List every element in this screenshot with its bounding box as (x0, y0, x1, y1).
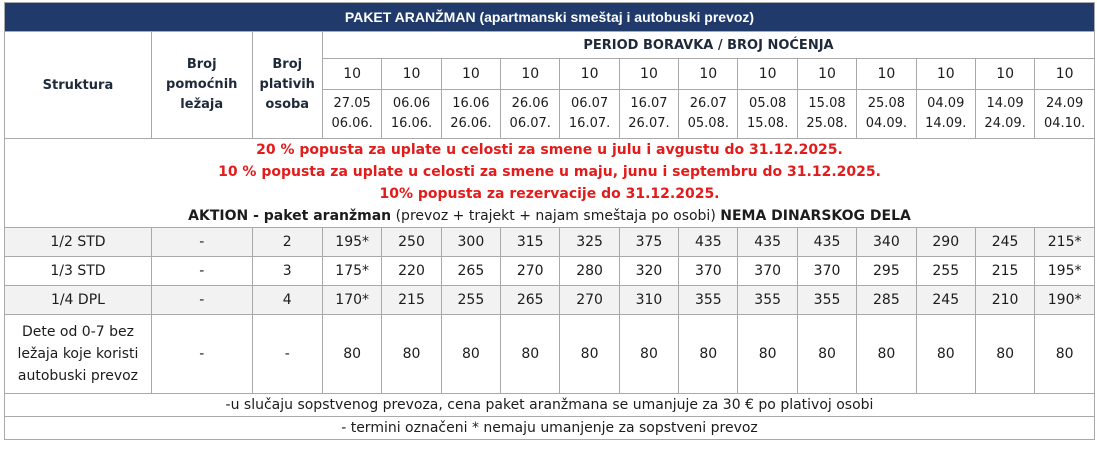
nights-cell: 10 (501, 59, 560, 90)
promo-line-2: 10 % popusta za uplate u celosti za smene u maju, junu i septembru do 31.12.2025. (218, 164, 881, 180)
date-to: 26.06. (450, 116, 492, 131)
price-cell: 355 (679, 286, 738, 315)
nights-cell: 10 (560, 59, 619, 90)
header-extra-beds: Broj pomoćnih ležaja (151, 32, 252, 139)
price-cell: 370 (797, 257, 856, 286)
date-to: 15.08. (746, 116, 789, 131)
price-cell: 370 (738, 257, 797, 286)
date-to: 26.07. (628, 116, 670, 131)
date-to: 06.07. (509, 116, 551, 131)
extra-beds-cell: - (151, 257, 252, 286)
paying-persons-cell: 2 (252, 228, 322, 257)
child-row (5, 315, 1095, 394)
header-period: PERIOD BORAVKA / BROJ NOĆENJA (322, 32, 1094, 59)
child-price-cell: 80 (441, 315, 500, 394)
price-cell: 215* (1035, 228, 1095, 257)
promo-line-3: 10% popusta za rezervacije do 31.12.2025. (379, 186, 720, 202)
structure-cell: 1/2 STD (5, 228, 152, 257)
child-price-cell: 80 (916, 315, 975, 394)
child-price-cell: 80 (322, 315, 381, 394)
nights-cell: 10 (322, 59, 381, 90)
nights-cell: 10 (916, 59, 975, 90)
aktion-line: AKTION - paket aranžman (prevoz + trajekt + najam smeštaja po osobi) NEMA DINARSKOG DELA (188, 208, 911, 224)
date-range-cell (679, 90, 738, 139)
promo-notes (5, 139, 1095, 228)
price-cell: 315 (501, 228, 560, 257)
date-range-cell (619, 90, 678, 139)
price-cell: 245 (975, 228, 1034, 257)
date-from: 15.08 (808, 96, 846, 111)
date-to: 04.09. (865, 116, 908, 131)
price-cell: 285 (857, 286, 916, 315)
child-price-cell: 80 (501, 315, 560, 394)
date-range-cell (738, 90, 797, 139)
table-row (5, 228, 1095, 257)
price-cell: 265 (501, 286, 560, 315)
extra-beds-cell: - (151, 286, 252, 315)
child-price-cell: 80 (975, 315, 1034, 394)
date-to: 04.10. (1043, 116, 1086, 131)
price-cell: 195* (1035, 257, 1095, 286)
price-cell: 255 (916, 257, 975, 286)
price-cell: 255 (441, 286, 500, 315)
price-cell: 435 (797, 228, 856, 257)
child-price-cell: 80 (1035, 315, 1095, 394)
price-cell: 310 (619, 286, 678, 315)
child-price-cell: 80 (679, 315, 738, 394)
child-price-cell: 80 (382, 315, 441, 394)
date-from: 16.07 (630, 96, 668, 111)
price-cell: 355 (797, 286, 856, 315)
nights-cell: 10 (857, 59, 916, 90)
price-cell: 290 (916, 228, 975, 257)
nights-cell: 10 (679, 59, 738, 90)
date-to: 16.07. (568, 116, 611, 131)
price-cell: 320 (619, 257, 678, 286)
child-extra-beds: - (151, 315, 252, 394)
child-price-cell: 80 (857, 315, 916, 394)
date-from: 05.08 (749, 96, 787, 111)
date-from: 14.09 (986, 96, 1024, 111)
date-from: 24.09 (1046, 96, 1084, 111)
price-cell: 325 (560, 228, 619, 257)
child-price-cell: 80 (560, 315, 619, 394)
date-range-cell (322, 90, 381, 139)
child-price-cell: 80 (738, 315, 797, 394)
date-from: 06.06 (392, 96, 431, 111)
price-cell: 210 (975, 286, 1034, 315)
nights-cell: 10 (382, 59, 441, 90)
nights-cell: 10 (1035, 59, 1095, 90)
header-struktura: Struktura (5, 32, 152, 139)
paying-persons-cell: 4 (252, 286, 322, 315)
date-from: 26.07 (689, 96, 727, 111)
promo-line-1: 20 % popusta za uplate u celosti za smene u julu i avgustu do 31.12.2025. (256, 142, 843, 158)
date-range-cell (1035, 90, 1095, 139)
child-price-cell: 80 (797, 315, 856, 394)
extra-beds-cell: - (151, 228, 252, 257)
date-to: 06.06. (331, 116, 373, 131)
structure-cell: 1/4 DPL (5, 286, 152, 315)
price-cell: 215 (382, 286, 441, 315)
price-cell: 220 (382, 257, 441, 286)
date-range-cell (857, 90, 916, 139)
date-to: 16.06. (390, 116, 433, 131)
price-cell: 270 (560, 286, 619, 315)
date-range-cell (916, 90, 975, 139)
structure-cell: 1/3 STD (5, 257, 152, 286)
nights-cell: 10 (797, 59, 856, 90)
date-from: 16.06 (452, 96, 490, 111)
date-from: 04.09 (927, 96, 965, 111)
date-range-cell (975, 90, 1034, 139)
date-to: 25.08. (806, 116, 848, 131)
price-cell: 435 (738, 228, 797, 257)
date-from: 25.08 (867, 96, 905, 111)
price-cell: 370 (679, 257, 738, 286)
price-cell: 170* (322, 286, 381, 315)
price-cell: 295 (857, 257, 916, 286)
table-row (5, 257, 1095, 286)
price-cell: 280 (560, 257, 619, 286)
price-cell: 300 (441, 228, 500, 257)
table-title: PAKET ARANŽMAN (apartmanski smeštaj i autobuski prevoz) (5, 3, 1095, 32)
date-from: 26.06 (511, 96, 549, 111)
nights-cell: 10 (738, 59, 797, 90)
price-cell: 215 (975, 257, 1034, 286)
date-from: 27.05 (333, 96, 371, 111)
date-range-cell (501, 90, 560, 139)
price-table (4, 2, 1095, 440)
child-paying: - (252, 315, 322, 394)
paying-persons-cell: 3 (252, 257, 322, 286)
price-cell: 340 (857, 228, 916, 257)
date-to: 14.09. (925, 116, 967, 131)
price-cell: 270 (501, 257, 560, 286)
date-range-cell (797, 90, 856, 139)
nights-cell: 10 (975, 59, 1034, 90)
footnote-2: - termini označeni * nemaju umanjenje za sopstveni prevoz (5, 417, 1095, 440)
nights-cell: 10 (441, 59, 500, 90)
price-cell: 375 (619, 228, 678, 257)
price-cell: 355 (738, 286, 797, 315)
price-cell: 245 (916, 286, 975, 315)
date-range-cell (560, 90, 619, 139)
child-row-label: Dete od 0-7 bez ležaja koje koristi autobuski prevoz (5, 315, 152, 394)
header-paying-persons: Broj plativih osoba (252, 32, 322, 139)
footnote-1: -u slučaju sopstvenog prevoza, cena paket aranžmana se umanjuje za 30 € po plativoj osobi (5, 394, 1095, 417)
price-cell: 250 (382, 228, 441, 257)
date-from: 06.07 (570, 96, 609, 111)
date-range-cell (441, 90, 500, 139)
table-row (5, 286, 1095, 315)
price-cell: 435 (679, 228, 738, 257)
price-cell: 195* (322, 228, 381, 257)
date-to: 24.09. (984, 116, 1026, 131)
date-to: 05.08. (687, 116, 729, 131)
child-price-cell: 80 (619, 315, 678, 394)
nights-cell: 10 (619, 59, 678, 90)
date-range-cell (382, 90, 441, 139)
price-cell: 190* (1035, 286, 1095, 315)
price-cell: 175* (322, 257, 381, 286)
price-cell: 265 (441, 257, 500, 286)
